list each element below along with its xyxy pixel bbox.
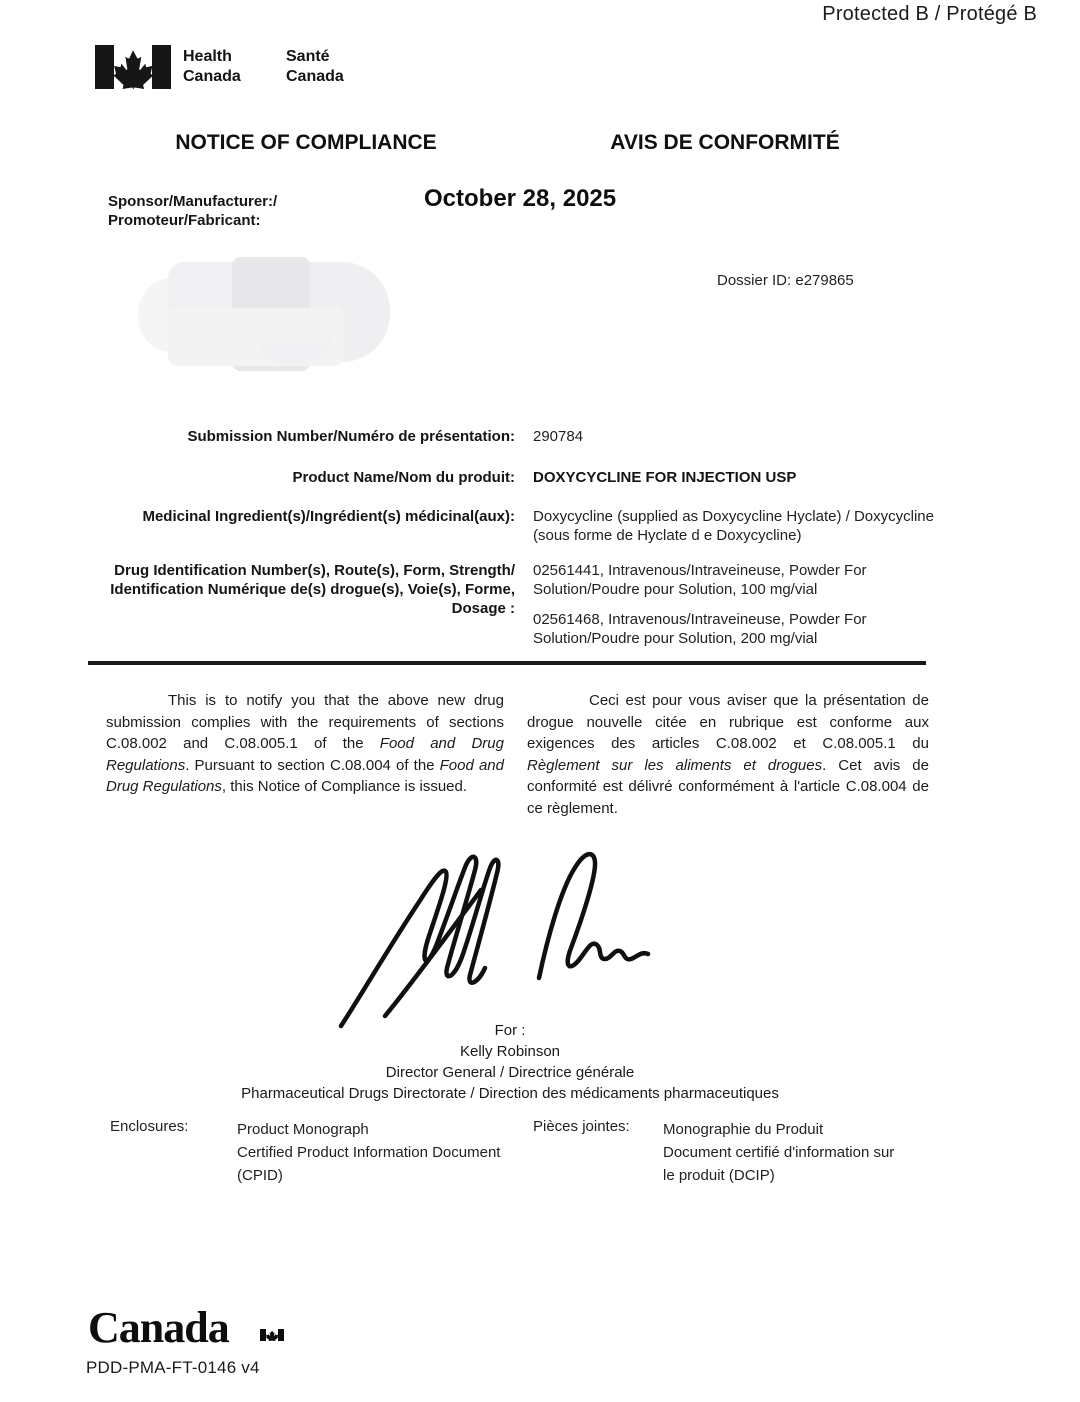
- body-paragraph-french: Ceci est pour vous aviser que la présentation de drogue nouvelle citée en rubrique est conforme aux exigences des articles C.08.002 et C.08.005.1 du Règlement sur les aliments et drogues. Cet avis de conformité est délivré conformément à l'article C.08.004 de ce règlement.: [527, 692, 929, 817]
- canada-wordmark: [88, 1302, 229, 1353]
- list-item: Canada: [286, 68, 344, 85]
- pieces-jointes-label: Pièces jointes:: [533, 1118, 630, 1135]
- list-item: 02561441, Intravenous/Intraveineuse, Powder For Solution/Poudre pour Solution, 100 mg/vial: [533, 562, 867, 598]
- field-value: DOXYCYCLINE FOR INJECTION USP: [533, 469, 797, 486]
- canada-flag-mini-icon: [260, 1301, 284, 1352]
- canada-wordmark-text: Canada: [88, 1303, 229, 1352]
- list-item: Sponsor/Manufacturer:/: [108, 193, 278, 210]
- horizontal-rule: [88, 661, 926, 665]
- list-item: Health: [183, 48, 232, 65]
- signature-for-line: For :: [494, 1022, 526, 1039]
- field-label: Drug Identification Number(s), Route(s), Form, Strength/ Identification Numérique de(s) drogue(s), Voie(s), Forme, Dosage :: [110, 562, 515, 617]
- sponsor-manufacturer-label: [108, 192, 277, 230]
- list-item: Product Monograph: [237, 1121, 369, 1138]
- logo-sante-canada: [286, 47, 344, 87]
- field-label: Medicinal Ingredient(s)/Ingrédient(s) médicinal(aux):: [142, 508, 515, 525]
- field-label: Product Name/Nom du produit:: [292, 469, 515, 486]
- list-item: Canada: [183, 68, 241, 85]
- list-item: Monographie du Produit: [663, 1121, 824, 1138]
- signatory-directorate: Pharmaceutical Drugs Directorate / Direction des médicaments pharmaceutiques: [241, 1085, 779, 1102]
- logo-health-canada: [183, 47, 241, 87]
- classification-banner: Protected B / Protégé B: [822, 3, 1037, 25]
- enclosures-list-french: [663, 1118, 908, 1187]
- signatory-name: Kelly Robinson: [459, 1043, 561, 1060]
- title-avis-de-conformite: AVIS DE CONFORMITÉ: [610, 131, 840, 154]
- field-value: [533, 561, 943, 648]
- handwritten-signature: [333, 820, 668, 1040]
- field-label: Submission Number/Numéro de présentation:: [187, 428, 515, 445]
- form-code: PDD-PMA-FT-0146 v4: [86, 1358, 260, 1377]
- dossier-id: Dossier ID: e279865: [717, 272, 854, 289]
- list-item: 02561468, Intravenous/Intraveineuse, Powder For Solution/Poudre pour Solution, 200 mg/vial: [533, 611, 867, 647]
- list-item: Document certifié d'information sur le produit (DCIP): [663, 1144, 895, 1184]
- list-item: Promoteur/Fabricant:: [108, 212, 261, 229]
- list-item: Certified Product Information Document (CPID): [237, 1144, 501, 1184]
- body-paragraph-english: This is to notify you that the above new drug submission complies with the requirements of sections C.08.002 and C.08.005.1 of the Food and Drug Regulations. Pursuant to section C.08.004 of the Food and Drug Regulations, this Notice of Compliance is issued.: [106, 692, 504, 795]
- noc-date: October 28, 2025: [424, 185, 617, 212]
- canada-flag-icon: [95, 45, 171, 94]
- signatory-title: Director General / Directrice générale: [385, 1064, 635, 1081]
- field-value: Doxycycline (supplied as Doxycycline Hyclate) / Doxycycline (sous forme de Hyclate d e Doxycycline): [533, 508, 934, 544]
- list-item: Santé: [286, 48, 330, 65]
- signature-block: [150, 1020, 870, 1104]
- title-notice-of-compliance: NOTICE OF COMPLIANCE: [175, 131, 437, 154]
- enclosures-list-english: [237, 1118, 519, 1187]
- enclosures-label: Enclosures:: [110, 1118, 189, 1135]
- field-value: 290784: [533, 428, 584, 445]
